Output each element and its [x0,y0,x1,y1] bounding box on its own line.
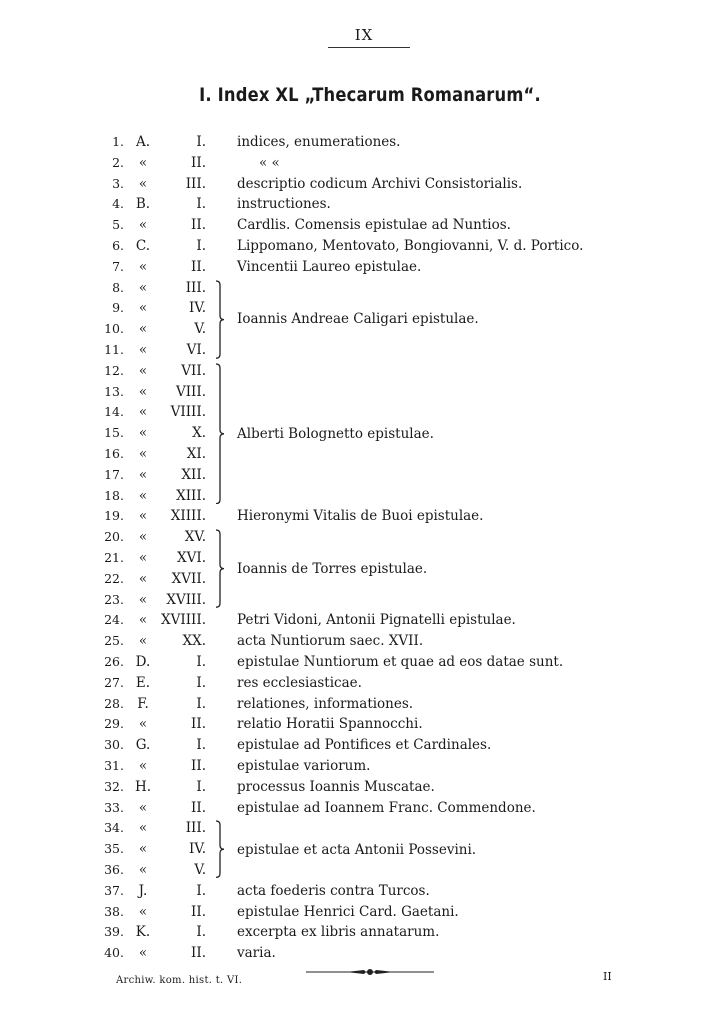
entry-description: Vincentii Laureo epistulae. [237,258,422,275]
entry-number: 25. [104,633,124,649]
series-letter: « [138,862,148,878]
grouping-brace [214,820,226,878]
volume-numeral: XVIIII. [161,612,206,629]
entry-number: 15. [104,425,124,441]
series-letter: « [138,404,148,421]
volume-numeral: II. [191,716,206,733]
page-number-rule [328,47,410,48]
series-letter: H. [134,778,152,795]
entry-number: 6. [112,238,124,253]
volume-numeral: I. [196,654,206,670]
entry-description: relatio Horatii Spannocchi. [237,716,423,733]
entry-number: 23. [104,591,124,607]
entry-number: 2. [112,154,124,170]
series-letter: « [138,633,148,650]
series-letter: « [138,903,148,920]
entry-description: relationes, informationes. [237,695,414,712]
index-row [0,881,720,901]
index-row [0,631,720,651]
index-row [0,798,720,818]
entry-number: 28. [104,695,124,711]
volume-numeral: II. [191,758,206,774]
entry-number: 24. [104,612,124,628]
volume-numeral: VI. [186,342,206,358]
entry-number: 27. [104,674,124,690]
volume-numeral: XIII. [176,487,206,504]
entry-number: 13. [104,383,124,399]
series-letter: « [138,487,148,504]
index-row [0,652,720,672]
volume-numeral: I. [196,924,206,941]
index-row [0,590,720,610]
index-row [0,174,720,194]
series-letter: « [138,154,148,171]
entry-description: excerpta ex libris annatarum. [237,924,440,941]
index-row [0,278,720,298]
page-number: IX [354,26,374,44]
index-row [0,860,720,880]
series-letter: « [138,175,148,192]
volume-numeral: XVII. [171,570,206,587]
group-description: Alberti Bolognetto epistulae. [237,425,434,442]
series-letter: « [138,258,148,275]
volume-numeral: X. [192,425,206,442]
entry-description: varia. [237,945,276,962]
entry-number: 5. [112,217,124,233]
series-letter: « [138,466,148,483]
volume-numeral: II. [191,217,206,234]
entry-description: acta foederis contra Turcos. [237,882,430,899]
index-row [0,215,720,235]
index-row [0,922,720,942]
series-letter: « [138,529,148,546]
volume-numeral: V. [194,321,206,338]
series-letter: « [138,300,148,317]
index-row [0,236,720,256]
volume-numeral: I. [196,695,206,712]
entry-description: Cardlis. Comensis epistulae ad Nuntios. [237,217,511,234]
entry-number: 16. [104,446,124,461]
volume-numeral: VII. [181,362,206,379]
series-letter: « [138,217,148,234]
entry-number: 37. [104,882,124,898]
group-description: Ioannis de Torres epistulae. [237,560,428,577]
volume-numeral: I. [196,134,206,150]
grouping-brace [214,363,226,505]
grouping-brace [214,529,226,608]
entry-description: acta Nuntiorum saec. XVII. [237,633,424,650]
volume-numeral: II. [191,945,206,962]
volume-numeral: I. [196,196,206,213]
series-letter: « [138,446,148,462]
entry-description: instructiones. [237,196,331,213]
volume-numeral: VIIII. [170,404,206,421]
series-letter: « [138,362,148,379]
series-letter: D. [135,654,151,670]
series-letter: B. [135,196,151,213]
entry-description: Lippomano, Mentovato, Bongiovanni, V. d. Portico. [237,238,584,254]
entry-description: processus Ioannis Muscatae. [237,778,435,795]
volume-numeral: XV. [184,529,206,546]
series-letter: G. [135,737,151,754]
entry-number: 11. [104,342,124,357]
index-row [0,402,720,422]
index-row [0,486,720,506]
series-letter: « [138,279,148,296]
group-description: epistulae et acta Antonii Possevini. [237,841,477,858]
entry-number: 30. [104,737,124,753]
index-row [0,506,720,526]
entry-number: 8. [112,279,124,295]
entry-number: 34. [104,820,124,836]
entry-number: 33. [104,799,124,815]
volume-numeral: V. [194,862,206,878]
volume-numeral: XIIII. [170,508,206,525]
end-ornament [306,962,434,981]
entry-number: 17. [104,466,124,482]
entry-number: 39. [104,924,124,940]
entry-description: epistulae Nuntiorum et quae ad eos datae sunt. [237,654,564,670]
index-row [0,943,720,963]
footer-signature: Archiw. kom. hist. t. VI. [116,975,243,986]
series-letter: « [138,820,148,837]
entry-number: 10. [104,321,124,337]
entry-number: 14. [104,404,124,420]
entry-description: epistulae variorum. [237,758,371,774]
entry-description: descriptio codicum Archivi Consistorialis. [237,175,523,192]
volume-numeral: XI. [186,446,206,462]
index-row [0,132,720,152]
entry-number: 32. [104,778,124,794]
volume-numeral: III. [185,820,206,837]
series-letter: F. [137,695,149,712]
series-letter: « [138,758,148,774]
index-row [0,361,720,381]
series-letter: « [138,425,148,442]
series-letter: « [138,570,148,587]
entry-number: 7. [112,258,124,274]
entry-number: 36. [104,862,124,877]
entry-description: Hieronymi Vitalis de Buoi epistulae. [237,508,484,525]
volume-numeral: XVIII. [166,591,206,608]
entry-description: Petri Vidoni, Antonii Pignatelli epistulae. [237,612,516,629]
entry-number: 20. [104,529,124,545]
entry-number: 1. [112,134,124,149]
index-row [0,340,720,360]
series-letter: « [138,716,148,733]
volume-numeral: I. [196,778,206,795]
entry-number: 9. [112,300,124,316]
entry-description: epistulae ad Ioannem Franc. Commendone. [237,799,536,816]
volume-numeral: II. [191,154,206,171]
index-row [0,756,720,776]
entry-number: 19. [104,508,124,524]
volume-numeral: IV. [188,300,206,317]
index-title: I. Index XL „Thecarum Romanarum“. [199,84,541,106]
entry-number: 21. [104,550,124,565]
entry-number: 18. [104,487,124,503]
series-letter: « [138,612,148,629]
series-letter: K. [135,924,151,941]
entry-number: 31. [104,758,124,773]
volume-numeral: IV. [188,841,206,858]
index-row [0,777,720,797]
index-row [0,444,720,464]
series-letter: « [138,342,148,358]
index-row [0,194,720,214]
index-row [0,735,720,755]
index-row [0,673,720,693]
index-row [0,714,720,734]
volume-numeral: II. [191,903,206,920]
volume-numeral: I. [196,674,206,691]
series-letter: « [138,550,148,566]
index-row [0,153,720,173]
index-row [0,902,720,922]
volume-numeral: III. [185,279,206,296]
group-description: Ioannis Andreae Caligari epistulae. [237,311,479,328]
index-row [0,818,720,838]
index-row [0,527,720,547]
volume-numeral: I. [196,238,206,254]
series-letter: J. [138,882,148,899]
entry-number: 3. [112,175,124,191]
index-row [0,610,720,630]
volume-numeral: XX. [182,633,206,650]
volume-numeral: II. [191,258,206,275]
volume-numeral: III. [185,175,206,192]
series-letter: « [138,508,148,525]
series-letter: E. [135,674,151,691]
entry-description: res ecclesiasticae. [237,674,362,691]
entry-number: 35. [104,841,124,857]
entry-description: epistulae Henrici Card. Gaetani. [237,903,459,920]
volume-numeral: I. [196,882,206,899]
series-letter: « [138,321,148,338]
grouping-brace [214,280,226,359]
index-row [0,694,720,714]
entry-number: 22. [104,570,124,586]
volume-numeral: VIII. [175,383,206,400]
index-row [0,465,720,485]
entry-number: 12. [104,362,124,378]
entry-number: 38. [104,903,124,919]
entry-number: 29. [104,716,124,732]
series-letter: « [138,799,148,816]
series-letter: « [138,383,148,400]
entry-description: epistulae ad Pontifices et Cardinales. [237,737,492,754]
volume-numeral: XVI. [177,550,206,566]
volume-numeral: II. [191,799,206,816]
entry-description: indices, enumerationes. [237,134,401,150]
series-letter: « [138,591,148,608]
series-letter: « [138,945,148,962]
volume-numeral: I. [196,737,206,754]
index-row [0,257,720,277]
entry-number: 4. [112,196,124,212]
series-letter: A. [135,134,151,150]
series-letter: C. [135,238,151,254]
volume-numeral: XII. [181,466,206,483]
footer-sheet-number: II [603,970,612,983]
index-row [0,382,720,402]
series-letter: « [138,841,148,858]
entry-number: 40. [104,945,124,961]
entry-number: 26. [104,654,124,669]
entry-description: « « [259,154,280,171]
